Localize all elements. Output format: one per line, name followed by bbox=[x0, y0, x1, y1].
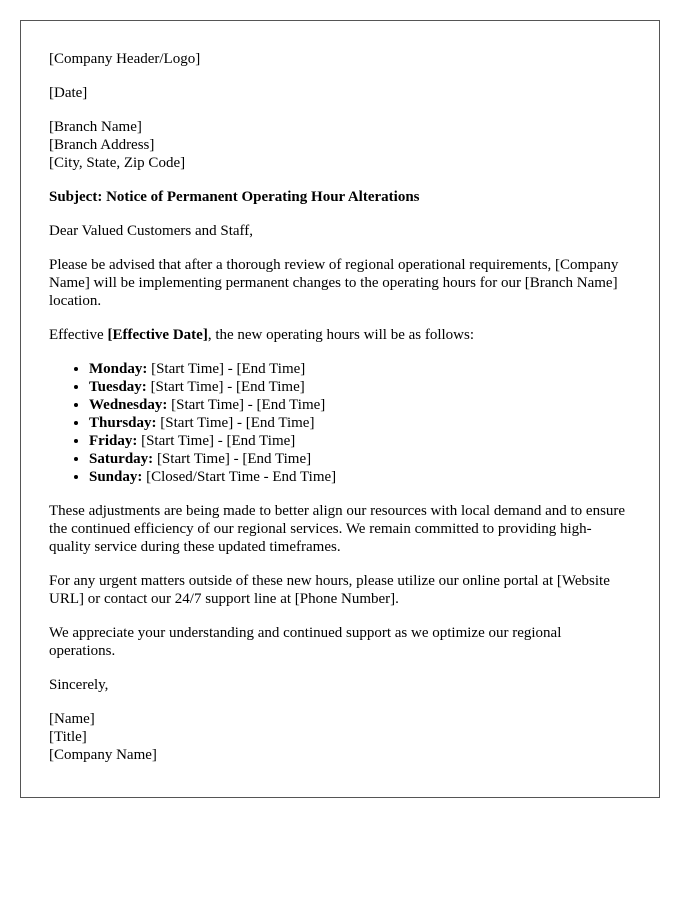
list-item bbox=[89, 360, 631, 378]
effective-date: [Effective Date] bbox=[107, 327, 208, 343]
intro-paragraph: Please be advised that after a thorough review of regional operational requirements, [Company Name] will be implementing permanent changes to the operating hours for our [Branch Name] location. bbox=[49, 257, 619, 309]
letter-page bbox=[20, 20, 660, 798]
adjustments-paragraph: These adjustments are being made to better align our resources with local demand and to ensure the continued efficiency of our regional services. We remain committed to providing high-quality service during these updated timeframes. bbox=[49, 503, 626, 555]
hours-list bbox=[49, 360, 631, 486]
appreciation-paragraph: We appreciate your understanding and continued support as we optimize our regional operations. bbox=[49, 625, 562, 659]
hours-day: Monday: bbox=[89, 361, 148, 377]
subject-line: Subject: Notice of Permanent Operating Hour Alterations bbox=[49, 189, 420, 205]
recipient-address bbox=[49, 118, 631, 172]
city-state-zip: [City, State, Zip Code] bbox=[49, 155, 186, 171]
branch-address: [Branch Address] bbox=[49, 137, 155, 153]
effective-prefix: Effective bbox=[49, 327, 108, 343]
list-item bbox=[89, 432, 631, 450]
hours-time: [Start Time] - [End Time] bbox=[153, 451, 312, 467]
list-item bbox=[89, 450, 631, 468]
company-header: [Company Header/Logo] bbox=[49, 51, 201, 67]
signer-company: [Company Name] bbox=[49, 747, 157, 763]
hours-time: [Start Time] - [End Time] bbox=[137, 433, 296, 449]
hours-day: Friday: bbox=[89, 433, 138, 449]
hours-day: Tuesday: bbox=[89, 379, 147, 395]
salutation: Dear Valued Customers and Staff, bbox=[49, 223, 253, 239]
branch-name: [Branch Name] bbox=[49, 119, 142, 135]
effective-suffix: , the new operating hours will be as follows: bbox=[207, 327, 475, 343]
hours-day: Thursday: bbox=[89, 415, 157, 431]
hours-time: [Start Time] - [End Time] bbox=[146, 379, 305, 395]
list-item bbox=[89, 468, 631, 486]
hours-day: Sunday: bbox=[89, 469, 143, 485]
hours-day: Wednesday: bbox=[89, 397, 168, 413]
signer-name: [Name] bbox=[49, 711, 95, 727]
effective-paragraph bbox=[49, 326, 631, 344]
hours-time: [Start Time] - [End Time] bbox=[156, 415, 315, 431]
closing: Sincerely, bbox=[49, 677, 109, 693]
urgent-paragraph: For any urgent matters outside of these new hours, please utilize our online portal at [Website URL] or contact our 24/7 support line at [Phone Number]. bbox=[49, 573, 610, 607]
letter-date: [Date] bbox=[49, 85, 88, 101]
signer-title: [Title] bbox=[49, 729, 87, 745]
hours-time: [Start Time] - [End Time] bbox=[147, 361, 306, 377]
signature-block bbox=[49, 710, 631, 764]
list-item bbox=[89, 396, 631, 414]
list-item bbox=[89, 414, 631, 432]
hours-day: Saturday: bbox=[89, 451, 154, 467]
hours-time: [Start Time] - [End Time] bbox=[167, 397, 326, 413]
hours-time: [Closed/Start Time - End Time] bbox=[142, 469, 337, 485]
list-item bbox=[89, 378, 631, 396]
